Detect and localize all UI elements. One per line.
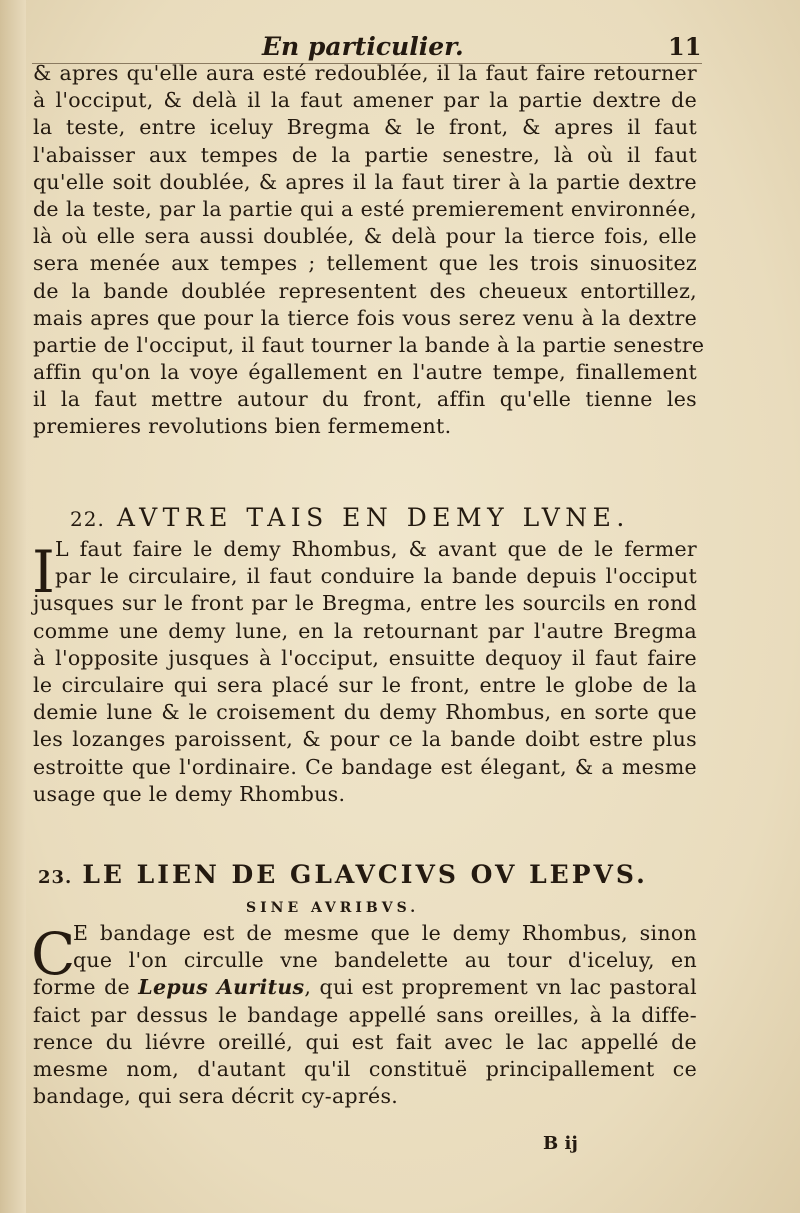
text-line: de la teste, par la partie qui a esté premierement environnée, bbox=[33, 196, 697, 221]
text-line: jusques sur le front par le Bregma, entre les sourcils en rond bbox=[33, 591, 697, 616]
page-header bbox=[0, 28, 800, 64]
italic-term: Lepus Auritus bbox=[138, 975, 305, 1000]
text-run: , qui est proprement vn lac pastoral bbox=[304, 975, 697, 1000]
paragraph-section-23 bbox=[33, 920, 697, 1110]
text-line: partie de l'occiput, il faut tourner la bande à la partie senestre bbox=[33, 332, 705, 357]
text-line: sera menée aux tempes ; tellement que les trois sinuositez bbox=[33, 251, 697, 276]
page-gutter-shadow bbox=[0, 0, 26, 1213]
signature-mark: B ij bbox=[543, 1133, 578, 1154]
text-line: l'abaisser aux tempes de la partie senestre, là où il faut bbox=[33, 142, 697, 167]
text-line: bandage, qui sera décrit cy-aprés. bbox=[33, 1084, 399, 1109]
text-line: qu'elle soit doublée, & apres il la faut tirer à la partie dextre bbox=[33, 169, 697, 194]
text-line: comme une demy lune, en la retournant par l'autre Bregma bbox=[33, 618, 697, 643]
running-head: En particulier. bbox=[262, 32, 464, 61]
text-line: de la bande doublée representent des cheueux entortillez, bbox=[33, 278, 697, 303]
text-line: L faut faire le demy Rhombus, & avant que de le fermer bbox=[55, 537, 697, 561]
section-number: 22. bbox=[70, 507, 105, 531]
drop-cap: I bbox=[32, 538, 55, 606]
text-line: mais apres que pour la tierce fois vous serez venu à la dextre bbox=[33, 305, 697, 330]
text-line: les lozanges paroissent, & pour ce la bande doibt estre plus bbox=[33, 727, 697, 752]
section-23-heading bbox=[38, 860, 648, 889]
text-line: là où elle sera aussi doublée, & delà pour la tierce fois, elle bbox=[33, 224, 697, 249]
text-run: forme de bbox=[33, 975, 139, 1000]
paragraph-section-21-continued bbox=[33, 60, 705, 441]
text-line: premieres revolutions bien fermement. bbox=[33, 414, 452, 439]
text-line: que l'on circulle vne bandelette au tour d'iceluy, en bbox=[73, 948, 697, 973]
section-title: AVTRE TAIS EN DEMY LVNE. bbox=[116, 503, 630, 532]
text-line: la teste, entre iceluy Bregma & le front, & apres il faut bbox=[33, 115, 697, 140]
text-line: E bandage est de mesme que le demy Rhombus, sinon bbox=[73, 921, 697, 945]
text-line: usage que le demy Rhombus. bbox=[33, 781, 346, 806]
drop-cap: C bbox=[31, 920, 76, 988]
text-line: mesme nom, d'autant qu'il constituë principallement ce bbox=[33, 1056, 697, 1081]
text-line: & apres qu'elle aura esté redoublée, il la faut faire retourner bbox=[33, 61, 697, 85]
section-22-heading bbox=[70, 503, 630, 532]
text-line: à l'occiput, & delà il la faut amener par la partie dextre de bbox=[33, 88, 697, 113]
text-line: par le circulaire, il faut conduire la bande depuis l'occiput bbox=[55, 564, 697, 589]
text-line: le circulaire qui sera placé sur le front, entre le globe de la bbox=[33, 672, 697, 697]
text-line: rence du liévre oreillé, qui est fait avec le lac appellé de bbox=[33, 1029, 697, 1054]
section-23-subtitle: SINE AVRIBVS. bbox=[246, 900, 420, 916]
text-line: demie lune & le croisement du demy Rhombus, en sorte que bbox=[33, 700, 697, 725]
text-line: faict par dessus le bandage appellé sans oreilles, à la diffe- bbox=[33, 1002, 697, 1027]
text-line: affin qu'on la voye égallement en l'autre tempe, finallement bbox=[33, 360, 697, 385]
section-title: LE LIEN DE GLAVCIVS OV LEPVS. bbox=[82, 860, 648, 889]
text-line: estroitte que l'ordinaire. Ce bandage est élegant, & a mesme bbox=[33, 754, 697, 779]
text-line bbox=[33, 974, 697, 1001]
text-line: il la faut mettre autour du front, affin qu'elle tienne les bbox=[33, 387, 697, 412]
page-number: 11 bbox=[668, 32, 702, 61]
paragraph-section-22 bbox=[33, 536, 697, 808]
section-number: 23. bbox=[38, 867, 73, 888]
text-line: à l'opposite jusques à l'occiput, ensuitte dequoy il faut faire bbox=[33, 645, 697, 670]
